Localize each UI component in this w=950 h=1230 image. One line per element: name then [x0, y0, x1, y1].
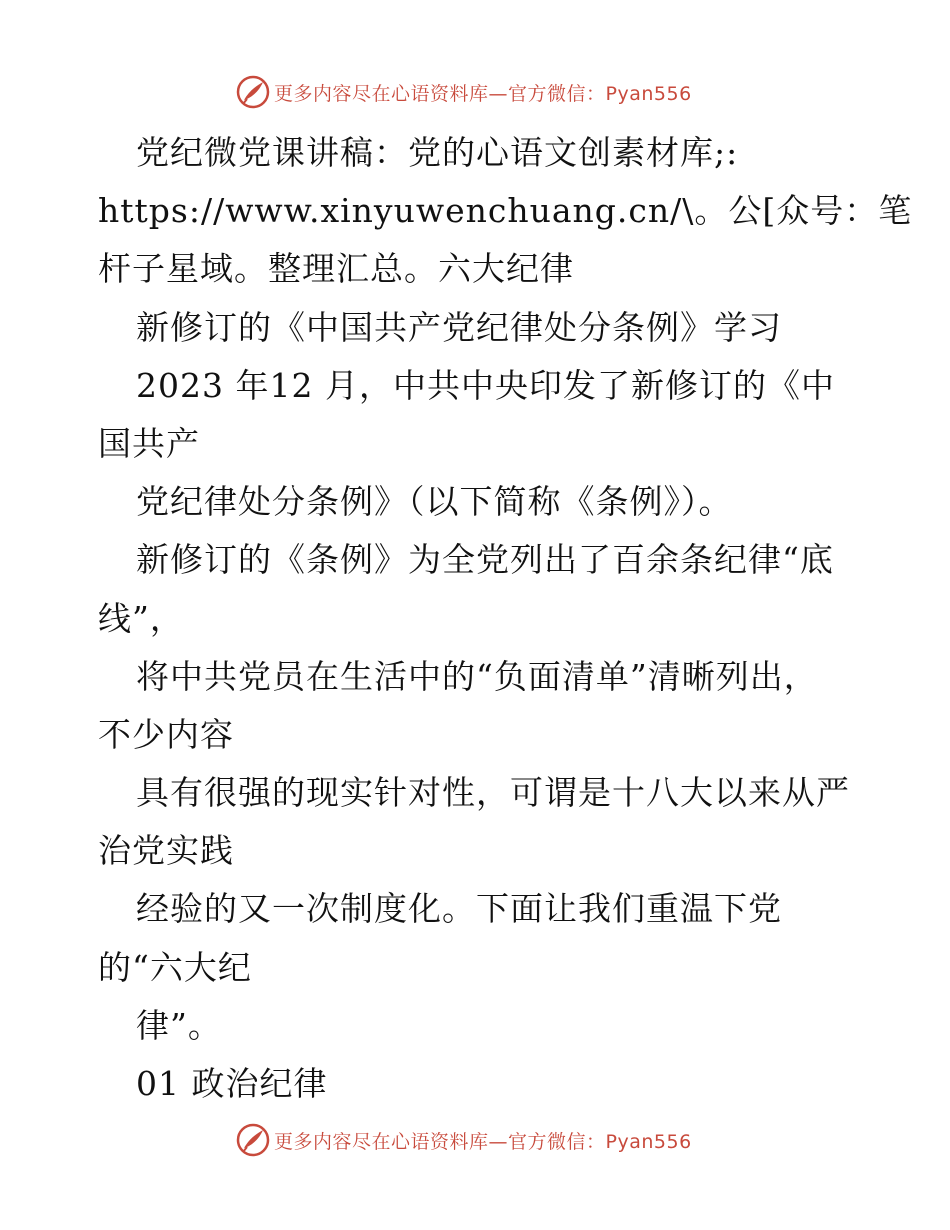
banner-main-text: 更多内容尽在心语资料库: [274, 1130, 489, 1153]
header-banner: [0, 72, 950, 112]
text-line: 党纪微党课讲稿：党的心语文创素材库;:: [136, 133, 739, 172]
quill-logo-icon: [236, 1123, 270, 1157]
text-line: 的“六大纪: [98, 947, 252, 987]
text-line: https://www.xinyuwenchuang.cn/\。公[众号：笔: [98, 191, 913, 231]
text-line: 新修订的《中国共产党纪律处分条例》学习: [136, 307, 782, 347]
banner-separator: —: [488, 1130, 509, 1153]
banner-separator: —: [488, 82, 509, 105]
banner-wechat-label: 官方微信：: [508, 82, 606, 105]
banner-wechat-id: Pyan556: [605, 1130, 692, 1153]
text-line: 将中共党员在生活中的“负面清单”清晰列出，: [136, 656, 818, 696]
text-line: 律”。: [136, 1005, 222, 1045]
banner-wechat-id: Pyan556: [605, 82, 692, 105]
text-line: 不少内容: [98, 714, 234, 754]
banner-main-text: 更多内容尽在心语资料库: [274, 82, 489, 105]
text-line: 治党实践: [98, 831, 234, 871]
text-line: 新修订的《条例》为全党列出了百余条纪律“底: [136, 540, 834, 580]
document-body: [98, 124, 913, 1113]
text-line: 具有很强的现实针对性，可谓是十八大以来从严: [136, 773, 850, 813]
text-line: 线”，: [98, 598, 184, 638]
footer-banner: [0, 1120, 950, 1160]
text-line: 2023 年12 月，中共中央印发了新修订的《中: [136, 365, 835, 405]
text-line: 国共产: [98, 423, 200, 463]
banner-wechat-label: 官方微信：: [508, 1130, 606, 1153]
quill-logo-icon: [236, 75, 270, 109]
text-line: 杆子星域。整理汇总。六大纪律: [98, 249, 574, 289]
text-line: 经验的又一次制度化。下面让我们重温下党: [136, 889, 782, 929]
section-heading: 01 政治纪律: [136, 1064, 328, 1103]
text-line: 党纪律处分条例》（以下简称《条例》）。: [136, 482, 733, 522]
